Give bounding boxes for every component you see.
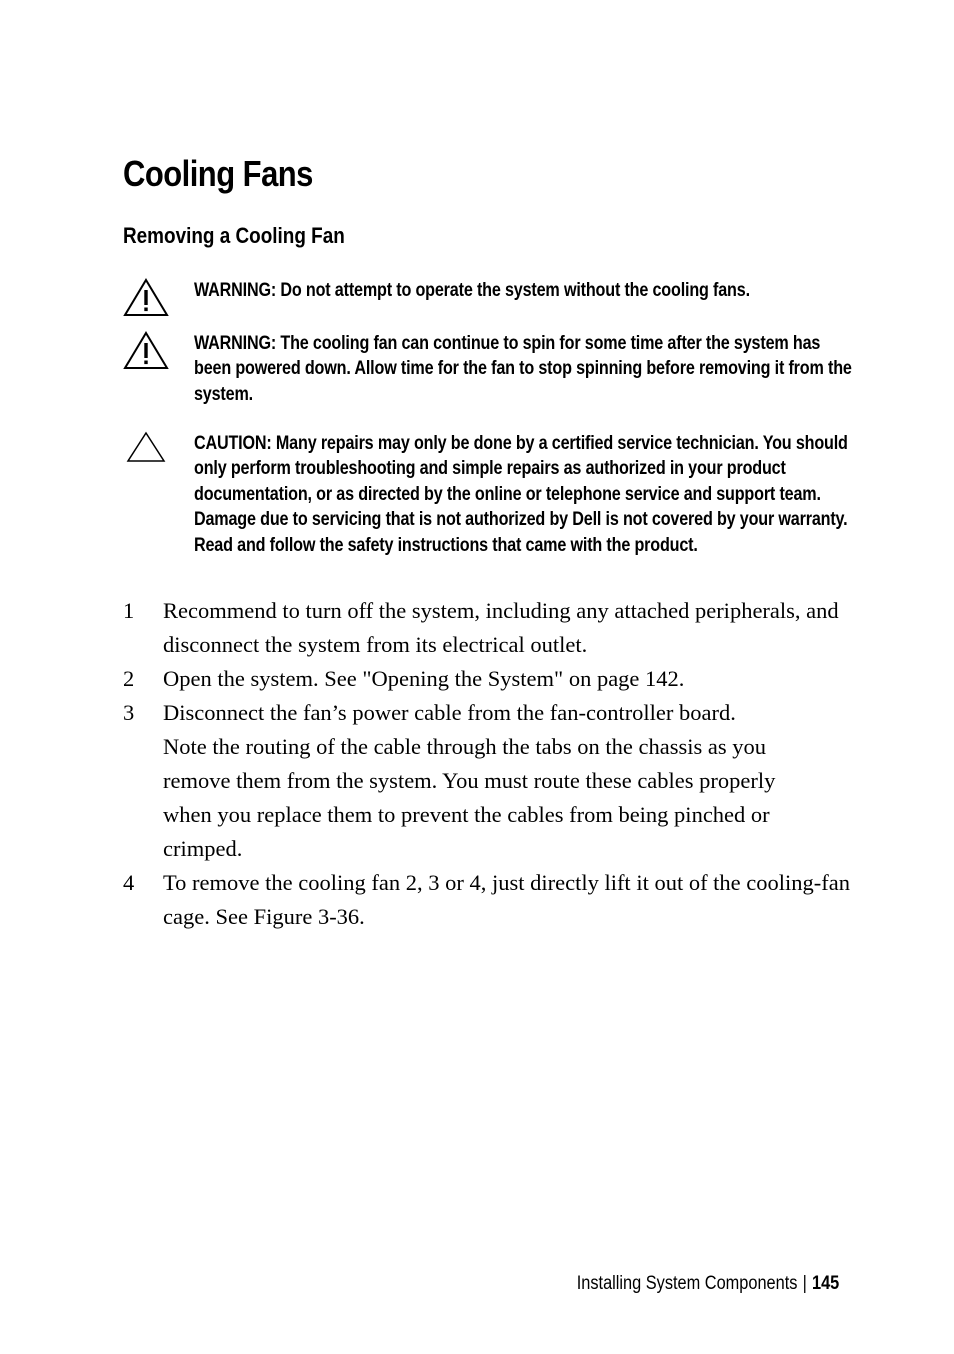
step-item <box>123 594 863 662</box>
caution-triangle-icon <box>123 431 169 471</box>
step-number: 2 <box>123 666 135 691</box>
step-number: 4 <box>123 870 135 895</box>
step-item <box>123 866 863 934</box>
footer-section-title: Installing System Components <box>576 1273 798 1294</box>
step-number: 1 <box>123 598 135 623</box>
page-title: Cooling Fans <box>123 153 313 194</box>
page-number: 145 <box>811 1273 839 1294</box>
warning-text: WARNING: Do not attempt to operate the system without the cooling fans. <box>194 280 750 301</box>
step-number: 3 <box>123 700 135 725</box>
step-item <box>123 696 863 866</box>
procedure-steps <box>123 594 863 934</box>
page-footer <box>576 1271 839 1297</box>
caution-text: CAUTION: Many repairs may only be done by a certified service technician. You should only perform troubleshooting and simple repairs as authorized in your product documentation, or as directed by the online or telephone service and support team. Damage due to servicing that is not authorized by Dell is not covered by your warranty. Read and follow the safety instructions that came with the product. <box>194 433 848 556</box>
warning-text: WARNING: The cooling fan can continue to spin for some time after the system has been powered down. Allow time for the fan to stop spinning before removing it from the system. <box>194 333 852 405</box>
section-heading: Removing a Cooling Fan <box>123 223 345 248</box>
step-note: Note the routing of the cable through the tabs on the chassis as you remove them from the system. You must route these cables properly when you replace them to prevent the cables from being pinched or crimped. <box>163 734 776 861</box>
step-text: Disconnect the fan’s power cable from the fan-controller board. <box>163 700 736 725</box>
step-text: To remove the cooling fan 2, 3 or 4, just directly lift it out of the cooling-fan cage. See Figure 3-36. <box>163 870 851 929</box>
step-item <box>123 662 863 696</box>
step-text: Recommend to turn off the system, including any attached peripherals, and disconnect the system from its electrical outlet. <box>163 598 839 657</box>
step-text: Open the system. See "Opening the System" on page 142. <box>163 666 685 691</box>
warning-triangle-exclamation-icon <box>123 331 169 371</box>
warning-triangle-exclamation-icon <box>123 278 169 318</box>
footer-separator: | <box>802 1273 807 1294</box>
